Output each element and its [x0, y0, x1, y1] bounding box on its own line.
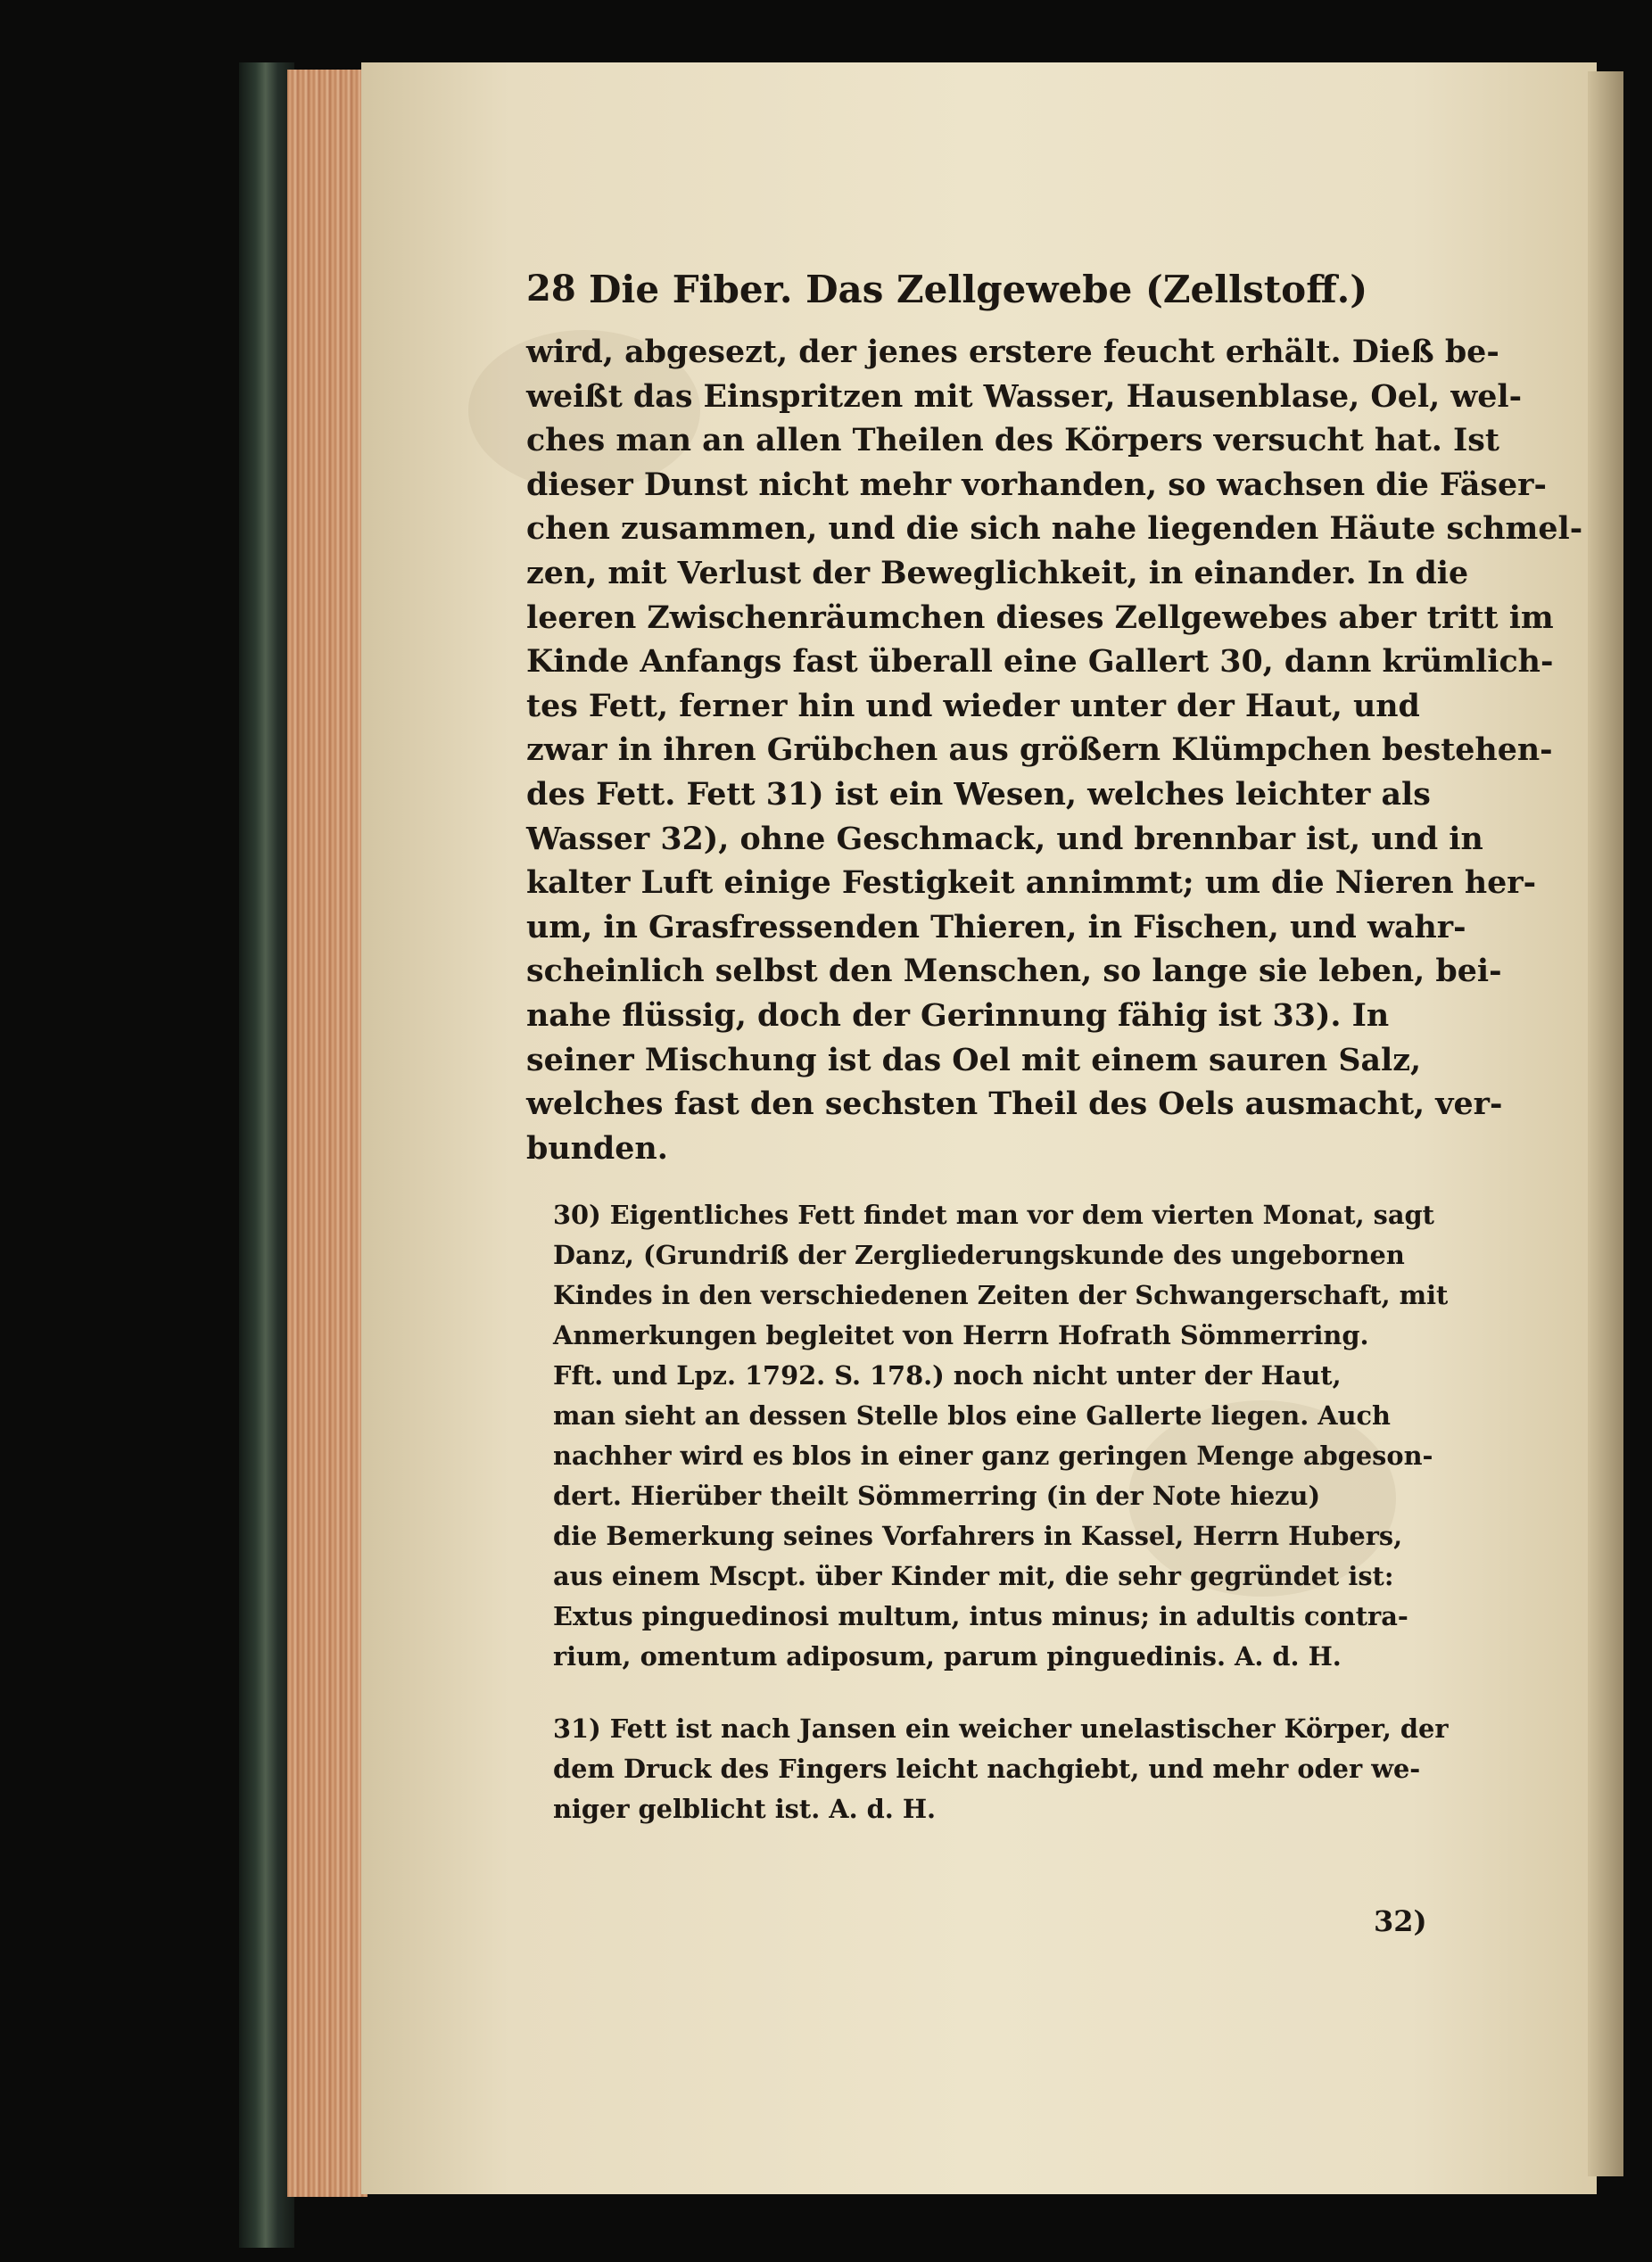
page-number: 28: [526, 268, 576, 310]
footnote-number: 31): [553, 1713, 601, 1745]
footnote-line: [553, 1195, 1472, 1235]
body-line: kalter Luft einige Festigkeit annimmt; um die Nieren her-: [526, 864, 1537, 902]
page-header: [526, 268, 1472, 330]
footnote-text: Fett ist nach Jansen ein weicher unelastischer Körper, der: [609, 1713, 1449, 1745]
footnote-31: [553, 1709, 1472, 1829]
footnotes: [526, 1195, 1472, 1829]
body-line: des Fett. Fett 31) ist ein Wesen, welches leichter als: [526, 775, 1431, 813]
body-line: dieser Dunst nicht mehr vorhanden, so wachsen die Fäser-: [526, 466, 1547, 503]
body-text: [526, 330, 1583, 1170]
body-line: weißt das Einspritzen mit Wasser, Hausenblase, Oel, wel-: [526, 377, 1523, 415]
footnote-line: Kindes in den verschiedenen Zeiten der Schwangerschaft, mit: [553, 1280, 1449, 1311]
book-cover-left: [239, 62, 294, 2248]
body-line: Wasser 32), ohne Geschmack, und brennbar ist, und in: [526, 820, 1483, 857]
footnote-line: [553, 1709, 1472, 1749]
footnote-line: Extus pinguedinosi multum, intus minus; in adultis contra-: [553, 1601, 1408, 1632]
footnote-line: Fft. und Lpz. 1792. S. 178.) noch nicht unter der Haut,: [553, 1360, 1342, 1391]
footnote-30: [553, 1195, 1472, 1677]
body-line: zwar in ihren Grübchen aus größern Klümpchen bestehen-: [526, 731, 1553, 769]
footnote-line: die Bemerkung seines Vorfahrers in Kassel, Herrn Hubers,: [553, 1521, 1403, 1552]
running-title: Die Fiber. Das Zellgewebe (Zellstoff.): [589, 268, 1368, 311]
body-line: chen zusammen, und die sich nahe liegenden Häute schmel-: [526, 510, 1583, 548]
footnote-line: Anmerkungen begleitet von Herrn Hofrath Sömmerring.: [553, 1320, 1369, 1351]
body-line: wird, abgesezt, der jenes erstere feucht erhält. Dieß be-: [526, 334, 1499, 370]
page-edges: [287, 70, 368, 2197]
body-line: welches fast den sechsten Theil des Oels ausmacht, ver-: [526, 1086, 1503, 1123]
footnote-line: rium, omentum adiposum, parum pinguedinis. A. d. H.: [553, 1641, 1342, 1672]
body-line: nahe flüssig, doch der Gerinnung fähig ist 33). In: [526, 996, 1390, 1034]
body-line: bunden.: [526, 1129, 668, 1167]
footnote-line: dert. Hierüber theilt Sömmerring (in der Note hiezu): [553, 1481, 1321, 1512]
body-line: scheinlich selbst den Menschen, so lange sie leben, bei-: [526, 953, 1502, 990]
footnote-number: 30): [553, 1200, 601, 1231]
footnote-line: man sieht an dessen Stelle blos eine Gallerte liegen. Auch: [553, 1400, 1391, 1432]
footnote-line: nachher wird es blos in einer ganz geringen Menge abgeson-: [553, 1441, 1433, 1472]
catchword: 32): [1374, 1904, 1427, 1938]
body-line: tes Fett, ferner hin und wieder unter der Haut, und: [526, 687, 1420, 724]
footnote-line: dem Druck des Fingers leicht nachgiebt, und mehr oder we-: [553, 1754, 1421, 1785]
page-right-edge: [1588, 71, 1623, 2176]
body-line: leeren Zwischenräumchen dieses Zellgewebes aber tritt im: [526, 599, 1554, 636]
body-line: Kinde Anfangs fast überall eine Gallert 30, dann krümlich-: [526, 643, 1554, 681]
body-line: um, in Grasfressenden Thieren, in Fischen, und wahr-: [526, 908, 1466, 945]
page-content: [526, 268, 1583, 1862]
footnote-line: aus einem Mscpt. über Kinder mit, die sehr gegründet ist:: [553, 1561, 1394, 1592]
body-line: seiner Mischung ist das Oel mit einem sauren Salz,: [526, 1041, 1422, 1078]
body-line: zen, mit Verlust der Beweglichkeit, in einander. In die: [526, 554, 1469, 591]
footnote-line: niger gelblicht ist. A. d. H.: [553, 1794, 937, 1825]
body-line: ches man an allen Theilen des Körpers versucht hat. Ist: [526, 422, 1499, 459]
footnote-text: Eigentliches Fett findet man vor dem vierten Monat, sagt: [609, 1200, 1434, 1231]
footnote-line: Danz, (Grundriß der Zergliederungskunde des ungebornen: [553, 1240, 1405, 1271]
